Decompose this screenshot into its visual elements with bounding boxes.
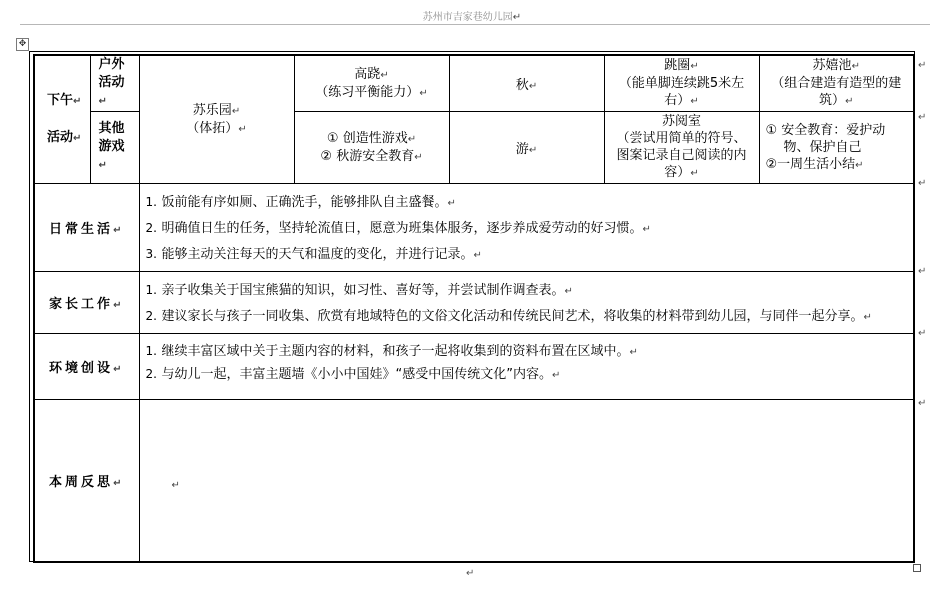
row-end-mark: ↵ xyxy=(918,266,927,277)
header-divider xyxy=(20,24,930,25)
daily-life-content xyxy=(139,184,914,272)
row-end-mark: ↵ xyxy=(918,178,927,189)
row-end-mark: ↵ xyxy=(918,328,927,339)
row-end-mark: ↵ xyxy=(918,60,927,71)
weekly-reflection-content[interactable]: ↵ xyxy=(139,400,914,562)
list-item: 1. 亲子收集关于国宝熊猫的知识，如习性、喜好等，并尝试制作调查表。↵ xyxy=(145,282,573,298)
outdoor-autumn-cell: 秋↵ xyxy=(449,55,604,112)
other-games-label: 其他游戏↵ xyxy=(90,112,139,184)
table-move-handle-icon[interactable]: ✥ xyxy=(16,38,29,51)
parent-work-content xyxy=(139,272,914,334)
row-end-mark: ↵ xyxy=(918,112,927,123)
environment-content xyxy=(139,334,914,400)
other-reading-room-cell: 苏阅室 （尝试用简单的符号、 图案记录自己阅读的内 容）↵ xyxy=(604,112,759,184)
outdoor-stilts-cell: 高跷↵ （练习平衡能力）↵ xyxy=(294,55,449,112)
list-item: 2. 与幼儿一起，丰富主题墙《小小中国娃》“感受中国传统文化”内容。↵ xyxy=(145,367,561,382)
list-item: 3. 能够主动关注每天的天气和温度的变化，并进行记录。↵ xyxy=(145,246,482,262)
table-resize-handle[interactable] xyxy=(913,564,921,572)
page-header-title: 苏州市吉家巷幼儿园↵ xyxy=(422,12,522,23)
outdoor-activity-label: 户外活动↵ xyxy=(90,55,139,112)
outdoor-suxi-pool-cell: 苏嬉池↵ （组合建造有造型的建 筑）↵ xyxy=(759,55,914,112)
environment-label: 环境创设↵ xyxy=(34,334,139,400)
row-end-mark: ↵ xyxy=(918,398,927,409)
list-item: 1. 饭前能有序如厕、正确洗手，能够排队自主盛餐。↵ xyxy=(145,194,456,210)
outdoor-jump-hoop-cell: 跳圈↵ （能单脚连续跳5米左 右）↵ xyxy=(604,55,759,112)
other-safety-education-cell: ① 安全教育：爱护动 物、保护自己 ②一周生活小结↵ xyxy=(759,112,914,184)
other-creative-games-cell: ① 创造性游戏↵ ② 秋游安全教育↵ xyxy=(294,112,449,184)
afternoon-activity-label: 下午↵ 活动↵ xyxy=(34,55,90,184)
other-trip-cell: 游↵ xyxy=(449,112,604,184)
parent-work-label: 家长工作↵ xyxy=(34,272,139,334)
daily-life-label: 日常生活↵ xyxy=(34,184,139,272)
list-item: 2. 明确值日生的任务，坚持轮流值日，愿意为班集体服务，逐步养成爱劳动的好习惯。↵ xyxy=(145,220,651,236)
list-item: 1. 继续丰富区域中关于主题内容的材料，和孩子一起将收集到的资料布置在区域中。↵ xyxy=(145,344,638,359)
list-item: 2. 建议家长与孩子一同收集、欣赏有地域特色的文俗文化活动和传统民间艺术，将收集的材料带到幼儿园，与同伴一起分享。↵ xyxy=(145,308,872,324)
paragraph-mark: ↵ xyxy=(466,568,475,579)
weekly-schedule-table xyxy=(33,54,915,563)
weekly-reflection-label: 本周反思↵ xyxy=(34,400,139,562)
sule-garden-cell: 苏乐园↵ （体拓）↵ xyxy=(139,55,294,184)
